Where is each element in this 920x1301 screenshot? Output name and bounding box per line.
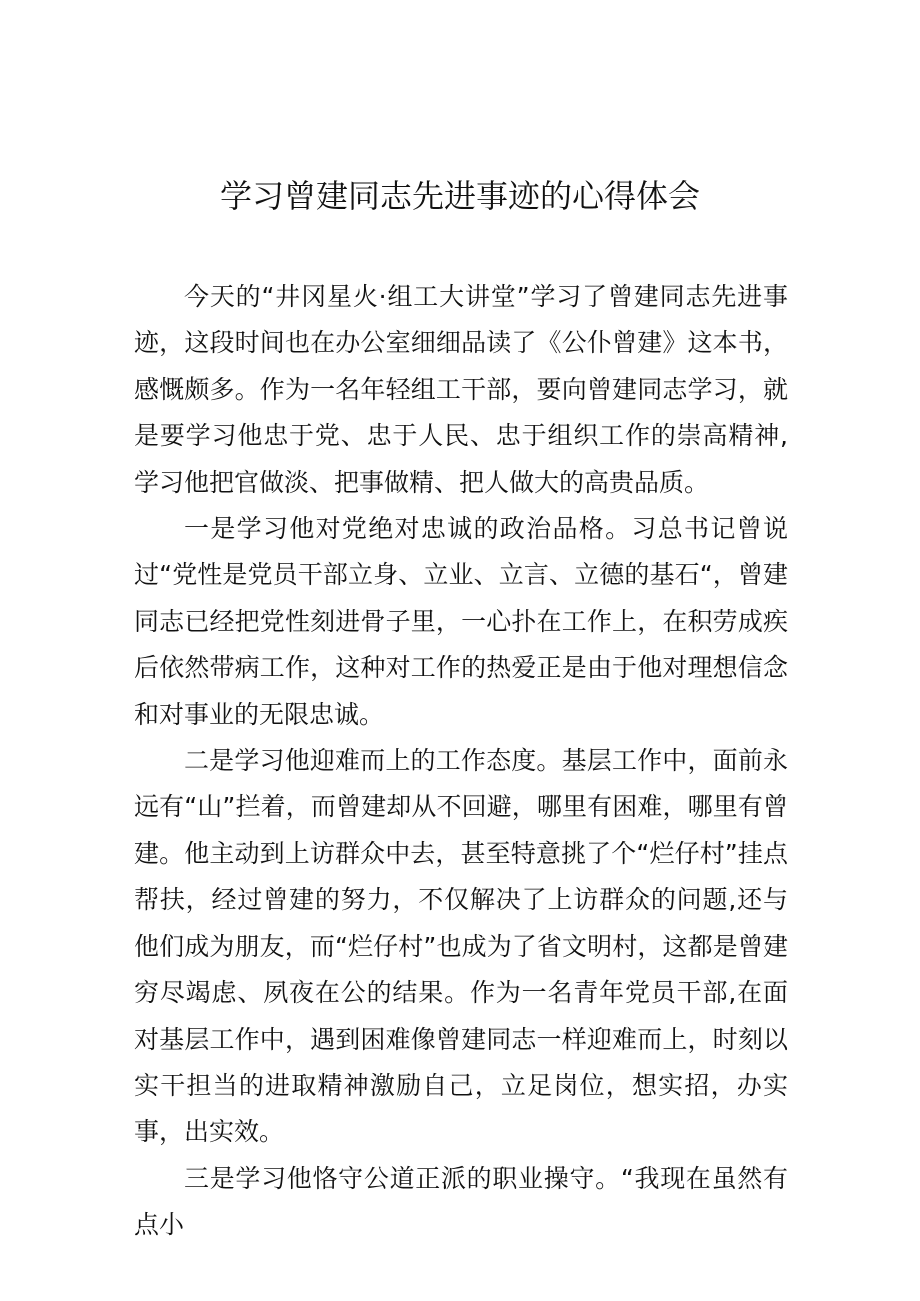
document-title: 学习曾建同志先进事迹的心得体会 [219,177,700,215]
document-body [134,274,788,1249]
paragraph-point-one: 一是学习他对党绝对忠诚的政治品格。习总书记曾说过“党性是党员干部立身、立业、立言、立德的基石“，曾建同志已经把党性刻进骨子里，一心扑在工作上，在积劳成疾后依然带病工作，这种对工作的热爱正是由于他对理想信念和对事业的无限忠诚。 [134,514,788,729]
paragraph-point-three: 三是学习他恪守公道正派的职业操守。“我现在虽然有点小 [134,1163,788,1240]
paragraph-intro: 今天的“井冈星火·组工大讲堂”学习了曾建同志先进事迹，这段时间也在办公室细细品读了《公仆曾建》这本书，感慨颇多。作为一名年轻组工干部，要向曾建同志学习，就是要学习他忠于党、忠于人民、忠于组织工作的崇高精神,学习他把官做淡、把事做精、把人做大的高贵品质。 [134,282,788,497]
paragraph-point-two: 二是学习他迎难而上的工作态度。基层工作中，面前永远有“山”拦着，而曾建却从不回避，哪里有困难，哪里有曾建。他主动到上访群众中去，甚至特意挑了个“烂仔村”挂点帮扶，经过曾建的努力，不仅解决了上访群众的问题,还与他们成为朋友，而“烂仔村”也成为了省文明村，这都是曾建穷尽竭虑、夙夜在公的结果。作为一名青年党员干部,在面对基层工作中，遇到困难像曾建同志一样迎难而上，时刻以实干担当的进取精神激励自己，立足岗位，想实招，办实事，出实效。 [134,746,788,1147]
